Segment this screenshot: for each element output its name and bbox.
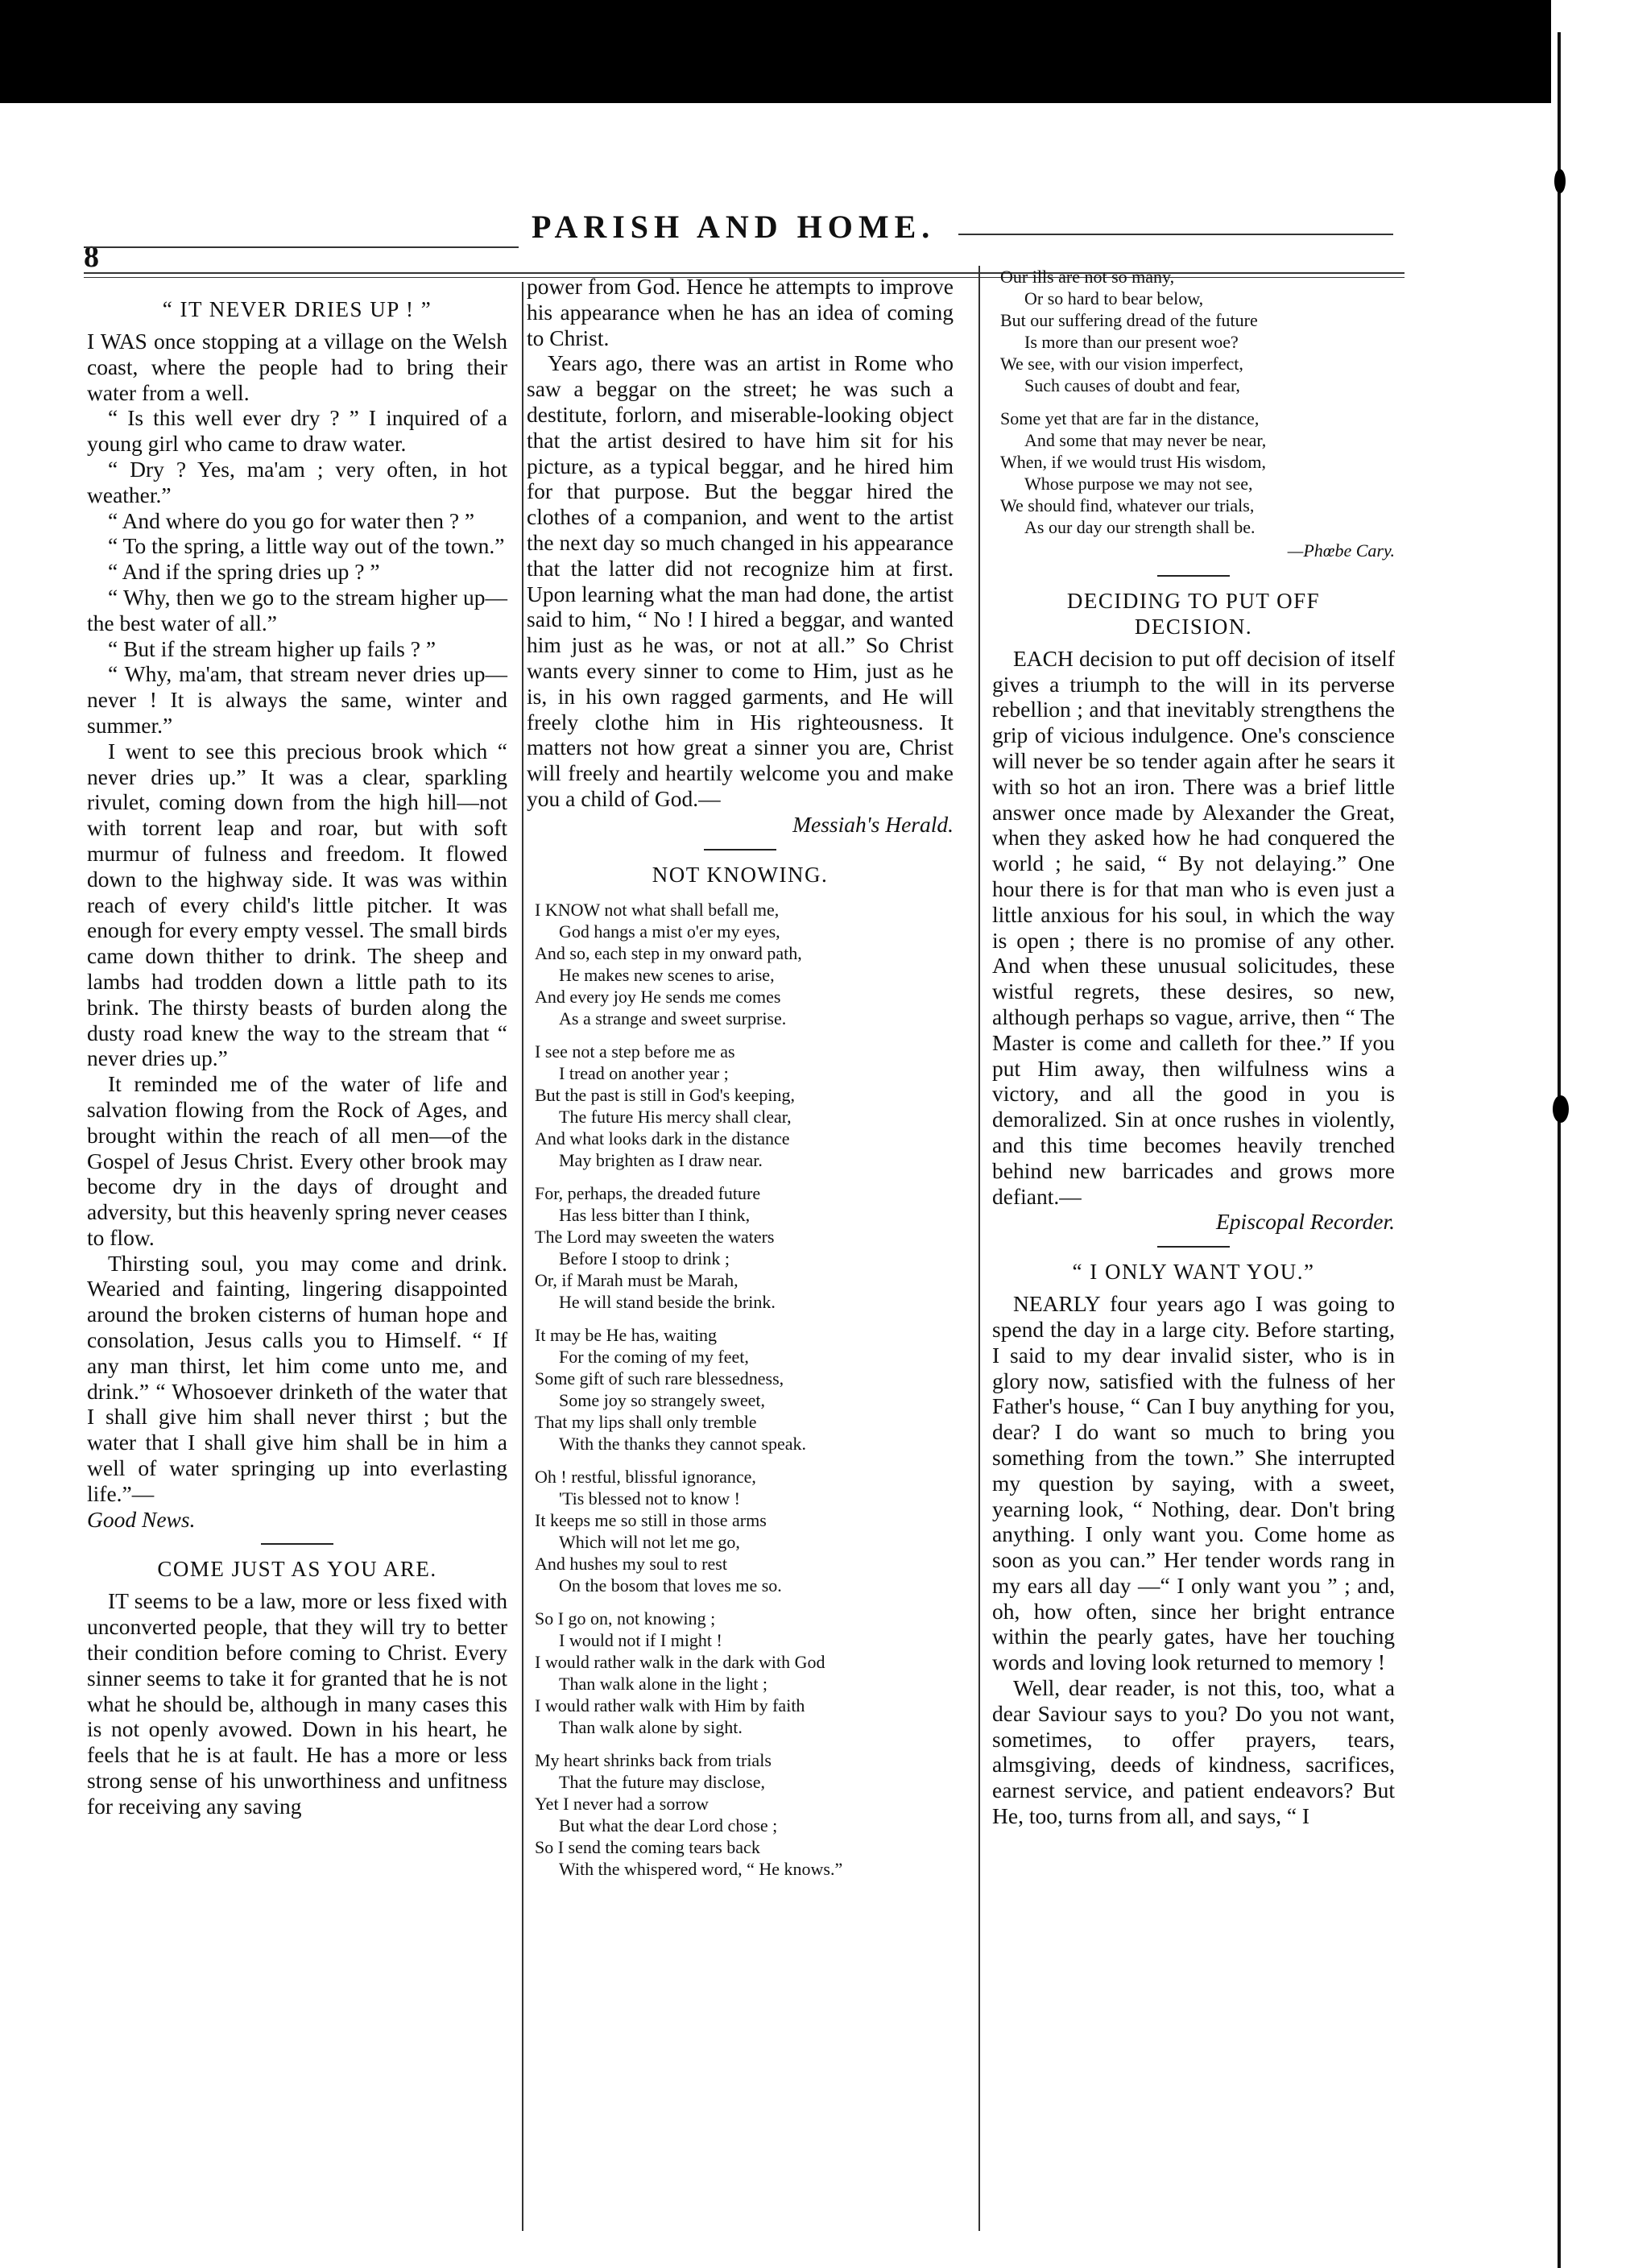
poem-line: I would rather walk in the dark with God [535, 1651, 825, 1672]
poem-line: But our suffering dread of the future [1000, 310, 1258, 330]
column-rule-1 [522, 282, 523, 2231]
paragraph: “ Why, ma'am, that stream never dries up—never ! It is always the same, winter and summer.” [87, 661, 507, 738]
paragraph: power from God. Hence he attempts to improve his appearance when he has an idea of coming to Christ. [527, 274, 954, 350]
article-title-i-only-want-you: “ I ONLY WANT YOU.” [1072, 1260, 1315, 1285]
poem-stanza [1000, 408, 1395, 538]
poem-line: Is more than our present woe? [1024, 332, 1239, 352]
paragraph: “ Dry ? Yes, ma'am ; very often, in hot weather.” [87, 456, 507, 507]
header-rule-right [958, 234, 1393, 235]
poem-line: Has less bitter than I think, [559, 1204, 751, 1225]
poem-line: 'Tis blessed not to know ! [559, 1488, 741, 1509]
section-divider [1157, 1246, 1230, 1248]
paragraph: “ To the spring, a little way out of the town.” [108, 533, 505, 559]
paragraph: I went to see this precious brook which “ never dries up.” It was a clear, sparkling rivulet, coming down from the high hill—not with torrent leap and roar, but with soft murmur of fulness and freedom. It flowed down to the highway side. It was was within reach of every child's little pitcher. It was enough for every empty vessel. The small birds came down thither to drink. The sheep and lambs had trodden down a little path to its brink. The thirsty beasts of burden along the dusty road knew the way to the stream that “ never dries up.” [87, 738, 507, 1071]
paragraph: NEARLY four years ago I was going to spend the day in a large city. Before starting, I said to my dear invalid sister, who is in glory now, satisfied with the fulness of her Father's house, “ Can I buy anything for you, dear? I do want so much to bring you something from the town.” She interrupted my question by saying, with a sweet, yearning look, “ Nothing, dear. Don't bring anything. I only want you. Come home as soon as you can.” Her tender words rang in my ears all day —“ I only want you ” ; and, oh, how often, since her bright entrance within the pearly gates, have her touching words and loving look returned to memory ! [992, 1291, 1395, 1675]
poem-line: I KNOW not what shall befall me, [535, 899, 780, 920]
section-divider [704, 849, 776, 850]
poem-line: It keeps me so still in those arms [535, 1509, 767, 1530]
poem-line: I tread on another year ; [559, 1062, 729, 1083]
poem-line: When, if we would trust His wisdom, [1000, 452, 1266, 472]
poem-title-not-knowing: NOT KNOWING. [652, 862, 829, 887]
poem-line: I would not if I might ! [559, 1629, 722, 1650]
paragraph: Well, dear reader, is not this, too, what a dear Saviour says to you? Do you not want, sometimes, to offer prayers, tears, almsgiving, deeds of kindness, sacrifices, earnest service, and patient endeavors? But He, too, turns from all, and says, “ I [992, 1675, 1395, 1829]
poem-line: Our ills are not so many, [1000, 267, 1175, 287]
poem-line: That my lips shall only tremble [535, 1411, 757, 1432]
scan-mark [1553, 1095, 1569, 1123]
article-source: Messiah's Herald. [792, 811, 954, 837]
poem-line: Than walk alone by sight. [559, 1716, 743, 1737]
paragraph: “ Why, then we go to the stream higher up—the best water of all.” [87, 584, 507, 635]
poem-stanza [1000, 266, 1395, 396]
poem-line: Such causes of doubt and fear, [1024, 375, 1240, 395]
scan-mark [1554, 169, 1566, 193]
paragraph: “ And if the spring dries up ? ” [108, 559, 380, 585]
poem-line: God hangs a mist o'er my eyes, [559, 921, 780, 942]
section-divider [1157, 575, 1230, 577]
poem-line: That the future may disclose, [559, 1771, 765, 1792]
poem-line: Some yet that are far in the distance, [1000, 408, 1260, 428]
paragraph: I WAS once stopping at a village on the Welsh coast, where the people had to bring their water from a well. [87, 329, 507, 405]
poem-line: May brighten as I draw near. [559, 1149, 763, 1170]
paragraph: Thirsting soul, you may come and drink. Wearied and fainting, lingering disappointed around the broken cisterns of human hope and consolation, Jesus calls you to Himself. “ If any man thirst, let him come unto me, and drink.” “ Whosoever drinketh of the water that I shall give him shall never thirst ; but the water that I shall give him shall be in him a well of water springing up into everlasting life.”— [87, 1250, 507, 1506]
paragraph: “ And where do you go for water then ? ” [108, 507, 475, 533]
article-source: Episcopal Recorder. [1216, 1209, 1395, 1235]
poem-line: And some that may never be near, [1024, 430, 1267, 450]
poem-stanza [535, 1749, 954, 1880]
poem-line: With the thanks they cannot speak. [559, 1433, 807, 1454]
poem-line: The Lord may sweeten the waters [535, 1226, 775, 1247]
poem-line: So I send the coming tears back [535, 1836, 760, 1857]
poem-line: Before I stoop to drink ; [559, 1248, 730, 1269]
poem-line: The future His mercy shall clear, [559, 1106, 792, 1127]
article-title-deciding-line2: DECISION. [1134, 614, 1253, 639]
poem-line: Than walk alone in the light ; [559, 1673, 768, 1694]
poem-line: He makes new scenes to arise, [559, 964, 775, 985]
poem-line: As a strange and sweet surprise. [559, 1008, 787, 1028]
poem-line: We should find, whatever our trials, [1000, 495, 1255, 515]
paragraph: IT seems to be a law, more or less fixed with unconverted people, that they will try to better their condition before coming to Christ. Every sinner seems to take it for granted that he is not what he should be, although in many cases this is not openly avowed. Down in his heart, he feels that he is at fault. He has a more or less strong sense of his unworthiness and unfitness for receiving any saving [87, 1588, 507, 1819]
poem-line: Or so hard to bear below, [1024, 288, 1204, 308]
scan-edge-line [1558, 32, 1561, 2268]
poem-line: Yet I never had a sorrow [535, 1793, 709, 1814]
poem-line: We see, with our vision imperfect, [1000, 354, 1243, 374]
poem-stanza [535, 1041, 954, 1171]
poem-line: With the whispered word, “ He knows.” [559, 1858, 843, 1879]
poem-line: Which will not let me go, [559, 1531, 740, 1552]
poem-line: He will stand beside the brink. [559, 1291, 776, 1312]
poem-line: But what the dear Lord chose ; [559, 1815, 778, 1836]
poem-line: Whose purpose we may not see, [1024, 474, 1253, 494]
poem-line: Or, if Marah must be Marah, [535, 1269, 738, 1290]
paragraph: Years ago, there was an artist in Rome who saw a beggar on the street; he was such a destitute, forlorn, and miserable-looking object that the artist desired to have him sit for his picture, as a typical beggar, and he hired him for that purpose. But the beggar hired the clothes of a companion, and went to the artist the next day so much changed in his appearance that the latter did not recognize him at first. Upon learning what the man had done, the artist said to him, “ No ! I hired a beggar, and wanted him just as he was, or not at all.” So Christ wants every sinner to come to Him, just as he is, in his own ragged garments, and He will freely clothe him in His righteousness. It matters not how great a sinner you are, Christ will freely and heartily welcome you and make you a child of God.— [527, 350, 954, 811]
poem-stanza [535, 1608, 954, 1738]
poem-line: So I go on, not knowing ; [535, 1608, 716, 1629]
poem-line: And what looks dark in the distance [535, 1128, 790, 1148]
poem-line: Some gift of such rare blessedness, [535, 1368, 784, 1389]
poem-line: But the past is still in God's keeping, [535, 1084, 795, 1105]
poem-line: For, perhaps, the dreaded future [535, 1182, 761, 1203]
poem-line: Oh ! restful, blissful ignorance, [535, 1466, 756, 1487]
poem-source: —Phœbe Cary. [1287, 540, 1395, 561]
poem-stanza [535, 899, 954, 1029]
column-3 [992, 266, 1395, 1829]
column-rule-2 [978, 266, 980, 2231]
poem-line: For the coming of my feet, [559, 1346, 749, 1367]
scan-edge [1551, 0, 1630, 2268]
running-title: PARISH AND HOME. [532, 209, 936, 245]
poem-line: And so, each step in my onward path, [535, 942, 802, 963]
poem-line: And every joy He sends me comes [535, 986, 781, 1007]
poem-line: I see not a step before me as [535, 1041, 735, 1062]
column-2 [527, 274, 954, 1880]
poem-line: And hushes my soul to rest [535, 1553, 727, 1574]
paragraph: It reminded me of the water of life and salvation flowing from the Rock of Ages, and brought within the reach of all men—of the Gospel of Jesus Christ. Every other brook may become dry in the days of drought and adversity, but this heavenly spring never ceases to flow. [87, 1071, 507, 1250]
poem-line: It may be He has, waiting [535, 1324, 718, 1345]
poem-line: Some joy so strangely sweet, [559, 1389, 766, 1410]
poem-line: As our day our strength shall be. [1024, 517, 1256, 537]
paragraph: “ Is this well ever dry ? ” I inquired of a young girl who came to draw water. [87, 405, 507, 457]
section-divider [261, 1543, 333, 1545]
page-number: 8 [84, 240, 99, 274]
paragraph: EACH decision to put off decision of itself gives a triumph to the will in its perverse rebellion ; and that inevitably strengthens the grip of vicious indulgence. One's conscience will never be so tender again after he sears it with so hot an iron. There was a brief little answer once made by Alexander the Great, when they asked how he had conquered the world ; he said, “ By not delaying.” One hour there is for that man who is even just a little anxious for his soul, in which the way is open ; there is no promise of any other. And when these unusual solicitudes, these wistful regrets, these desires, so new, although perhaps so vague, arrive, then “ The Master is come and calleth for thee.” If you put Him away, then wilfulness wins a victory, and all the good in you is demoralized. Sin at once rushes in violently, and this time becomes heavily trenched behind new barricades and grows more defiant.— [992, 645, 1395, 1209]
poem-stanza [535, 1324, 954, 1455]
poem-stanza [535, 1182, 954, 1313]
article-title-come-just-as-you-are: COME JUST AS YOU ARE. [157, 1557, 437, 1582]
column-1 [87, 296, 507, 1819]
header-rule-left [84, 246, 519, 248]
article-source: Good News. [87, 1506, 196, 1532]
poem-line: I would rather walk with Him by faith [535, 1695, 805, 1715]
article-title-deciding-line1: DECIDING TO PUT OFF [1066, 588, 1321, 613]
paragraph: “ But if the stream higher up fails ? ” [108, 635, 436, 661]
poem-line: On the bosom that loves me so. [559, 1575, 782, 1595]
poem-stanza [535, 1466, 954, 1596]
article-title-it-never-dries-up: “ IT NEVER DRIES UP ! ” [162, 297, 432, 321]
poem-line: My heart shrinks back from trials [535, 1749, 772, 1770]
